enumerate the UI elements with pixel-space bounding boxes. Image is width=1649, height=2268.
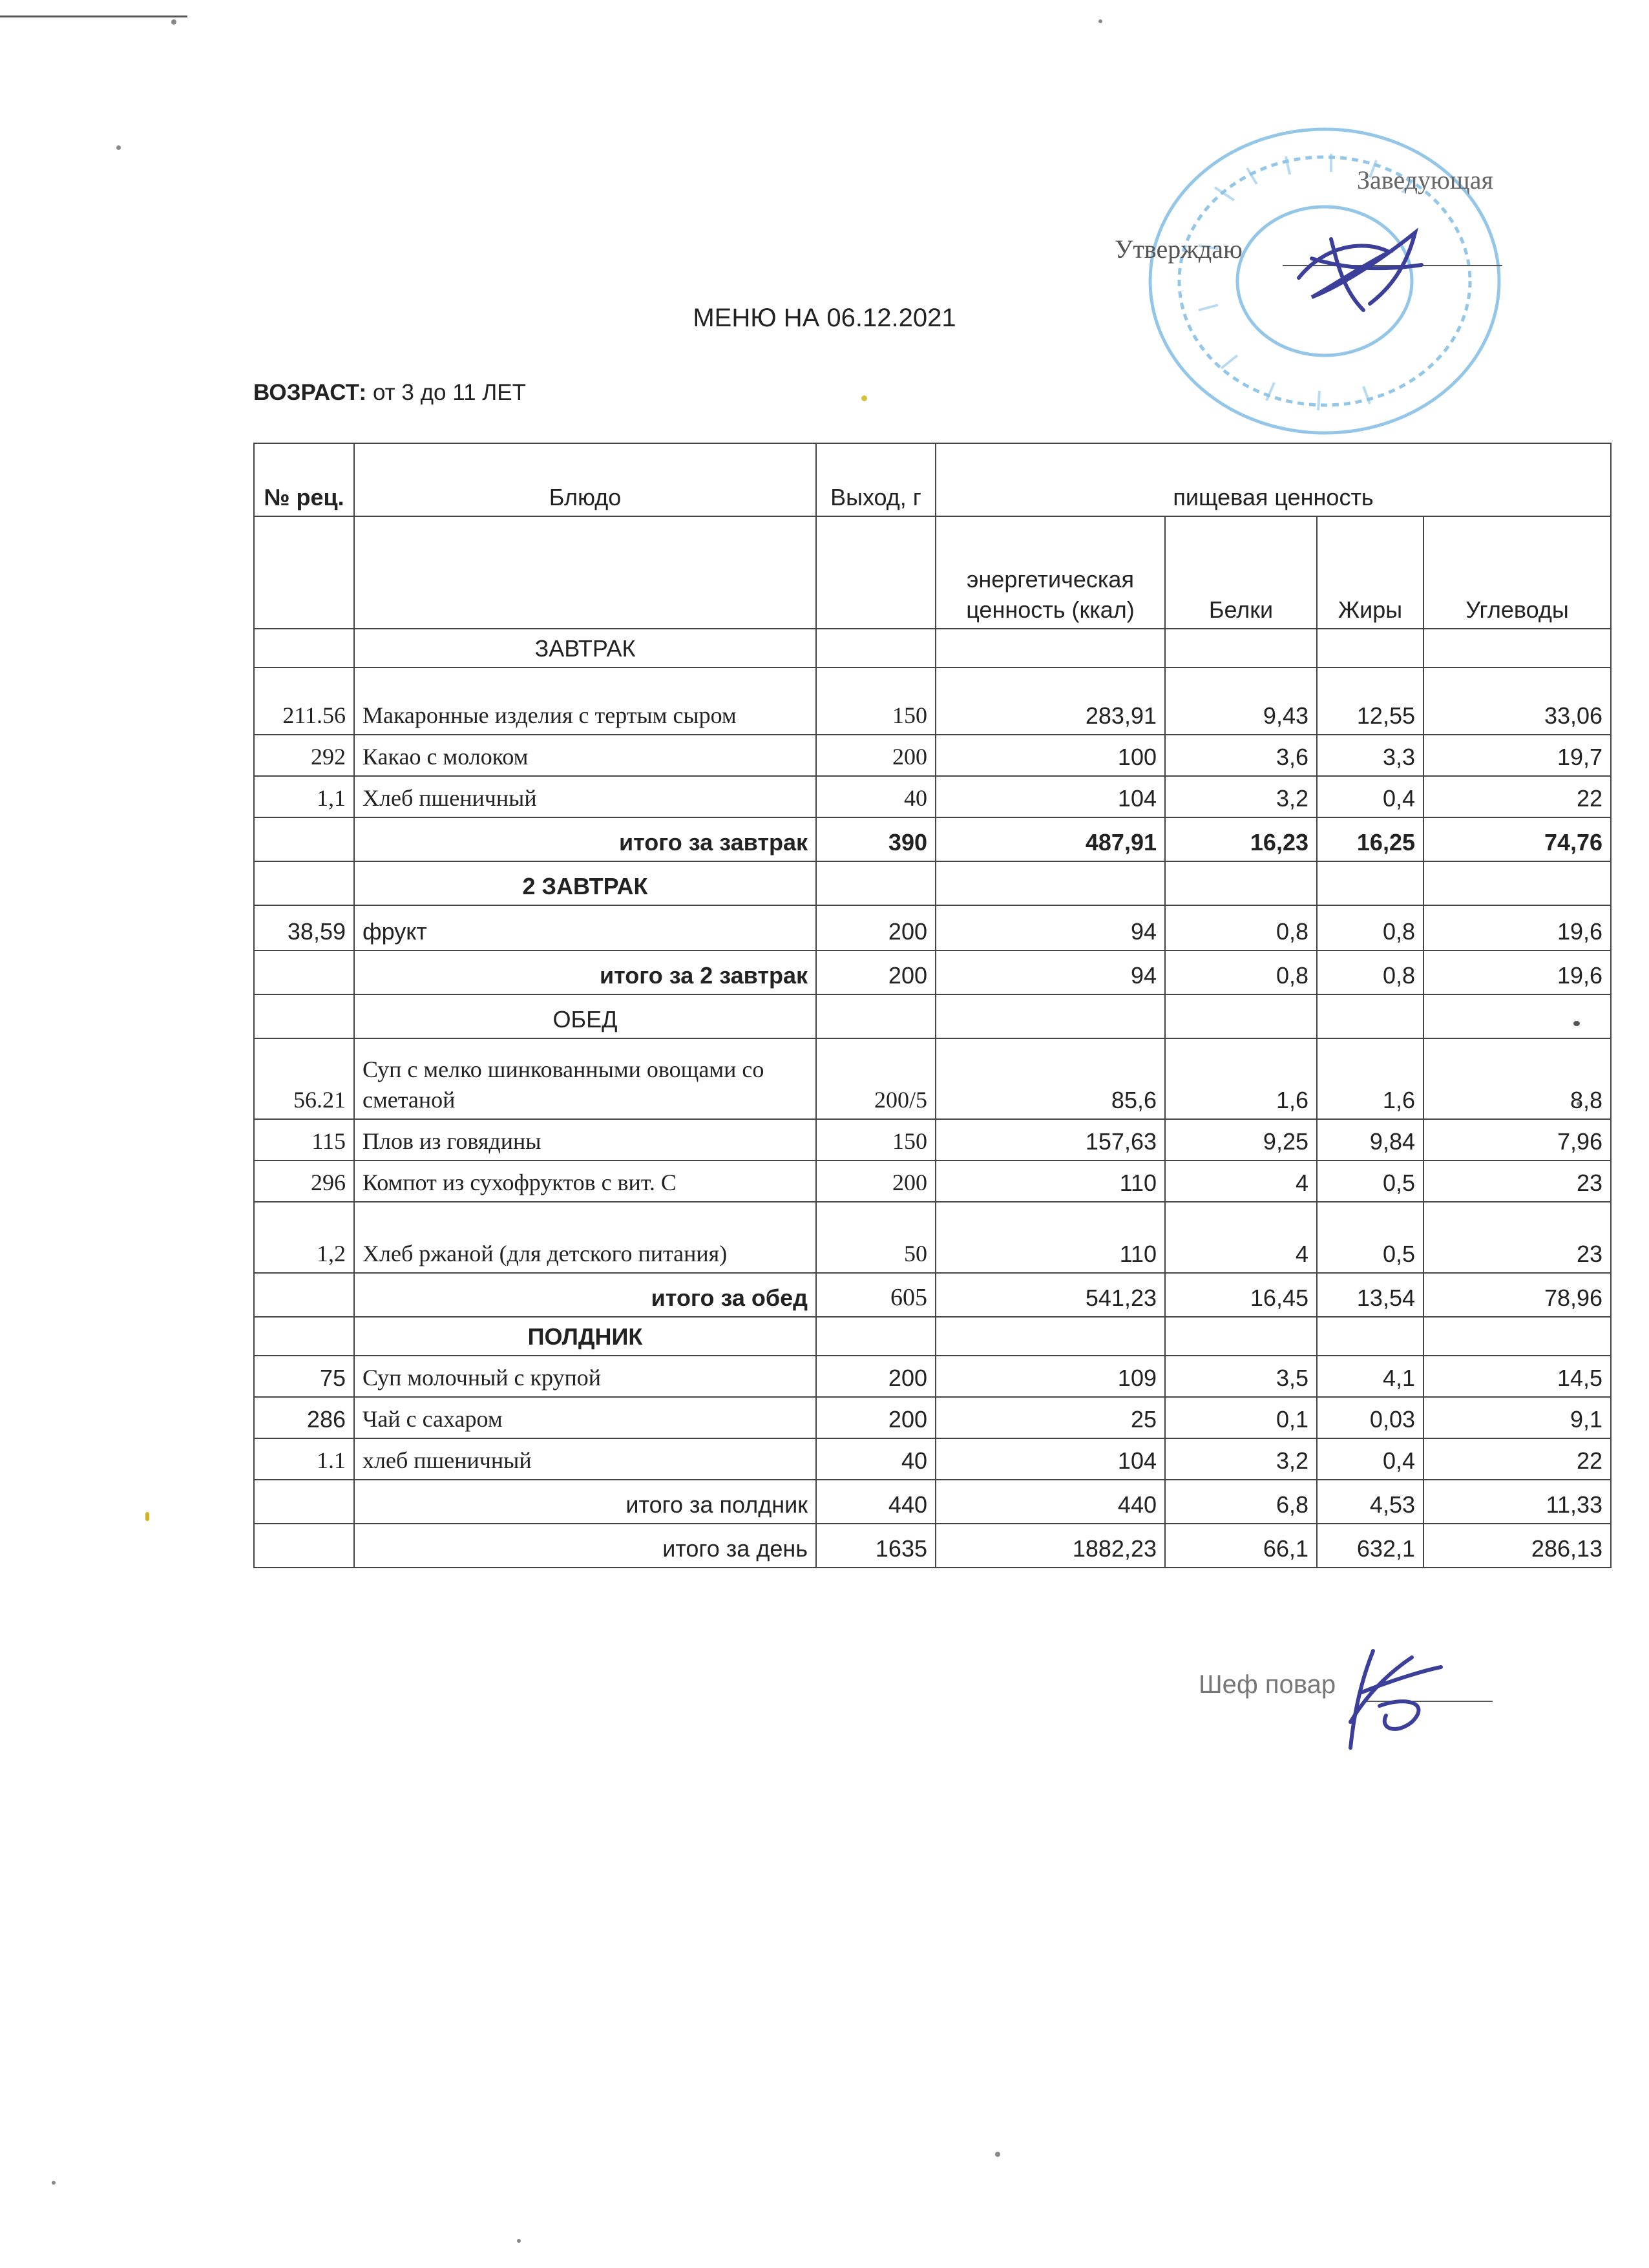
recipe-no: 1,1 [254, 776, 354, 817]
subheader-row [254, 516, 1611, 629]
dish-protein: 3,5 [1165, 1356, 1317, 1397]
dish-protein: 1,6 [1165, 1038, 1317, 1119]
dish-yield: 200 [816, 1397, 936, 1438]
dish-name: Хлеб ржаной (для детского питания) [354, 1202, 816, 1273]
scan-speck [995, 2152, 1000, 2157]
dish-kcal: 283,91 [936, 667, 1165, 735]
dish-kcal: 104 [936, 776, 1165, 817]
dish-fat: 9,84 [1317, 1119, 1423, 1160]
dish-yield: 150 [816, 667, 936, 735]
breakfast2-total-carbs: 19,6 [1423, 950, 1611, 994]
dish-name: хлеб пшеничный [354, 1438, 816, 1480]
dish-kcal: 94 [936, 905, 1165, 950]
dish-fat: 0,03 [1317, 1397, 1423, 1438]
header-recipe-no: № рец. [254, 443, 354, 516]
table-row [254, 1397, 1611, 1438]
dish-carbs: 23 [1423, 1160, 1611, 1202]
dish-name: Чай с сахаром [354, 1397, 816, 1438]
total-row [254, 1480, 1611, 1524]
dish-yield: 150 [816, 1119, 936, 1160]
page-title: МЕНЮ НА 06.12.2021 [693, 304, 956, 332]
day-total-fat: 632,1 [1317, 1524, 1423, 1568]
recipe-no: 75 [254, 1356, 354, 1397]
breakfast2-total-fat: 0,8 [1317, 950, 1423, 994]
approval-role: Заведующая [1357, 165, 1493, 194]
breakfast-total-yield: 390 [816, 817, 936, 861]
dish-fat: 12,55 [1317, 667, 1423, 735]
scan-speck [861, 395, 867, 401]
table-row [254, 776, 1611, 817]
dish-protein: 9,25 [1165, 1119, 1317, 1160]
header-protein: Белки [1165, 516, 1317, 629]
lunch-total-fat: 13,54 [1317, 1273, 1423, 1317]
snack-total-yield: 440 [816, 1480, 936, 1524]
dish-kcal: 100 [936, 735, 1165, 776]
dish-carbs: 19,6 [1423, 905, 1611, 950]
section-row [254, 861, 1611, 905]
dish-name: Суп молочный с крупой [354, 1356, 816, 1397]
dish-kcal: 110 [936, 1160, 1165, 1202]
snack-total-fat: 4,53 [1317, 1480, 1423, 1524]
chef-label: Шеф повар [1199, 1670, 1336, 1699]
scan-speck [1098, 19, 1102, 23]
dish-name: Хлеб пшеничный [354, 776, 816, 817]
dish-name: фрукт [354, 905, 816, 950]
dish-kcal: 85,6 [936, 1038, 1165, 1119]
snack-total-carbs: 11,33 [1423, 1480, 1611, 1524]
dish-protein: 4 [1165, 1160, 1317, 1202]
dish-protein: 3,6 [1165, 735, 1317, 776]
dish-fat: 0,5 [1317, 1160, 1423, 1202]
scan-speck [171, 19, 176, 25]
total-row [254, 817, 1611, 861]
header-energy: энергетическая ценность (ккал) [936, 516, 1165, 629]
scan-speck [517, 2239, 521, 2243]
dish-kcal: 157,63 [936, 1119, 1165, 1160]
dish-carbs: 14,5 [1423, 1356, 1611, 1397]
recipe-no: 1.1 [254, 1438, 354, 1480]
breakfast2-total-label: итого за 2 завтрак [354, 950, 816, 994]
lunch-total-carbs: 78,96 [1423, 1273, 1611, 1317]
snack-total-label: итого за полдник [354, 1480, 816, 1524]
dish-protein: 4 [1165, 1202, 1317, 1273]
dish-name: Какао с молоком [354, 735, 816, 776]
day-total-label: итого за день [354, 1524, 816, 1568]
day-total-row [254, 1524, 1611, 1568]
header-yield: Выход, г [816, 443, 936, 516]
dish-name: Плов из говядины [354, 1119, 816, 1160]
recipe-no: 286 [254, 1397, 354, 1438]
dish-yield: 200 [816, 905, 936, 950]
dish-fat: 0,4 [1317, 1438, 1423, 1480]
recipe-no: 211.56 [254, 667, 354, 735]
section-row [254, 1317, 1611, 1356]
dish-carbs: 33,06 [1423, 667, 1611, 735]
section-breakfast: ЗАВТРАК [354, 629, 816, 667]
snack-total-protein: 6,8 [1165, 1480, 1317, 1524]
breakfast-total-label: итого за завтрак [354, 817, 816, 861]
recipe-no: 115 [254, 1119, 354, 1160]
snack-total-kcal: 440 [936, 1480, 1165, 1524]
dish-name: Макаронные изделия с тертым сыром [354, 667, 816, 735]
recipe-no: 292 [254, 735, 354, 776]
dish-carbs: 8,8 [1423, 1038, 1611, 1119]
scan-speck [145, 1512, 149, 1521]
header-carbs: Углеводы [1423, 516, 1611, 629]
table-row [254, 1038, 1611, 1119]
section-lunch: ОБЕД [354, 994, 816, 1038]
approval-label: Утверждаю [1115, 235, 1243, 264]
scan-speck [52, 2181, 56, 2185]
dish-yield: 50 [816, 1202, 936, 1273]
dish-yield: 200 [816, 1160, 936, 1202]
table-row [254, 905, 1611, 950]
lunch-total-label: итого за обед [354, 1273, 816, 1317]
table-row [254, 667, 1611, 735]
approval-signature [1286, 220, 1434, 317]
table-row [254, 1202, 1611, 1273]
section-row [254, 629, 1611, 667]
age-group [253, 380, 526, 406]
dish-kcal: 110 [936, 1202, 1165, 1273]
total-row [254, 1273, 1611, 1317]
table-row [254, 1356, 1611, 1397]
day-total-carbs: 286,13 [1423, 1524, 1611, 1568]
dish-fat: 0,8 [1317, 905, 1423, 950]
recipe-no: 1,2 [254, 1202, 354, 1273]
dish-fat: 4,1 [1317, 1356, 1423, 1397]
dish-carbs: 9,1 [1423, 1397, 1611, 1438]
recipe-no: 38,59 [254, 905, 354, 950]
age-value: от 3 до 11 ЛЕТ [366, 380, 526, 405]
breakfast-total-carbs: 74,76 [1423, 817, 1611, 861]
breakfast2-total-yield: 200 [816, 950, 936, 994]
dish-yield: 200 [816, 1356, 936, 1397]
dish-fat: 3,3 [1317, 735, 1423, 776]
dish-fat: 1,6 [1317, 1038, 1423, 1119]
dish-yield: 40 [816, 1438, 936, 1480]
chef-signature [1334, 1644, 1444, 1754]
recipe-no: 296 [254, 1160, 354, 1202]
day-total-yield: 1635 [816, 1524, 936, 1568]
breakfast2-total-kcal: 94 [936, 950, 1165, 994]
dish-protein: 0,1 [1165, 1397, 1317, 1438]
dish-kcal: 25 [936, 1397, 1165, 1438]
day-total-kcal: 1882,23 [936, 1524, 1165, 1568]
menu-table [253, 443, 1612, 1568]
table-row [254, 735, 1611, 776]
dish-protein: 9,43 [1165, 667, 1317, 735]
dish-yield: 40 [816, 776, 936, 817]
section-row [254, 994, 1611, 1038]
breakfast-total-fat: 16,25 [1317, 817, 1423, 861]
table-row [254, 1160, 1611, 1202]
dish-protein: 0,8 [1165, 905, 1317, 950]
dish-fat: 0,4 [1317, 776, 1423, 817]
lunch-total-kcal: 541,23 [936, 1273, 1165, 1317]
dish-carbs: 22 [1423, 1438, 1611, 1480]
dish-carbs: 19,7 [1423, 735, 1611, 776]
table-row [254, 1119, 1611, 1160]
dish-protein: 3,2 [1165, 1438, 1317, 1480]
breakfast-total-kcal: 487,91 [936, 817, 1165, 861]
recipe-no: 56.21 [254, 1038, 354, 1119]
dish-protein: 3,2 [1165, 776, 1317, 817]
header-dish: Блюдо [354, 443, 816, 516]
scan-speck [116, 145, 121, 150]
section-snack: ПОЛДНИК [354, 1317, 816, 1356]
dish-kcal: 104 [936, 1438, 1165, 1480]
lunch-total-yield: 605 [816, 1273, 936, 1317]
dish-carbs: 7,96 [1423, 1119, 1611, 1160]
age-label: ВОЗРАСТ: [253, 380, 367, 405]
header-fat: Жиры [1317, 516, 1423, 629]
lunch-total-protein: 16,45 [1165, 1273, 1317, 1317]
dish-name: Компот из сухофруктов с вит. С [354, 1160, 816, 1202]
dish-name: Суп с мелко шинкованными овощами со сметаной [354, 1038, 816, 1119]
dish-yield: 200/5 [816, 1038, 936, 1119]
table-row [254, 1438, 1611, 1480]
header-row [254, 443, 1611, 516]
dish-carbs: 23 [1423, 1202, 1611, 1273]
scan-edge-line [0, 16, 187, 17]
dish-yield: 200 [816, 735, 936, 776]
day-total-protein: 66,1 [1165, 1524, 1317, 1568]
dish-kcal: 109 [936, 1356, 1165, 1397]
section-breakfast-2: 2 ЗАВТРАК [354, 861, 816, 905]
breakfast2-total-protein: 0,8 [1165, 950, 1317, 994]
dish-carbs: 22 [1423, 776, 1611, 817]
breakfast-total-protein: 16,23 [1165, 817, 1317, 861]
dish-fat: 0,5 [1317, 1202, 1423, 1273]
total-row [254, 950, 1611, 994]
header-nutrition: пищевая ценность [936, 443, 1611, 516]
